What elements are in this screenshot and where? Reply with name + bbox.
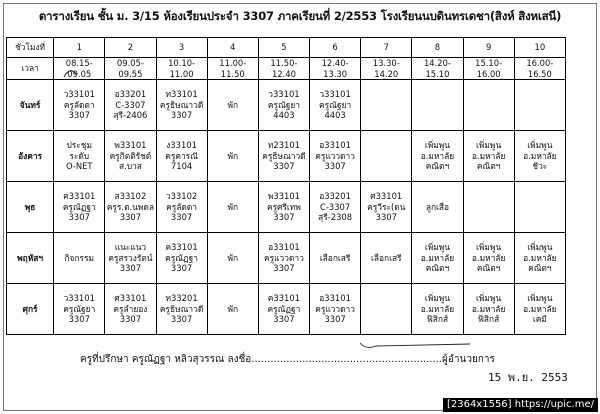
class-cell <box>156 182 207 233</box>
class-cell-line: ครูแววดาว <box>264 252 304 263</box>
class-cell-line: 3307 <box>68 110 90 121</box>
day-row <box>7 182 566 233</box>
period-number: 2 <box>105 38 156 58</box>
class-cell-line: ลูกเสือ <box>425 201 450 212</box>
time-slot: 11.50-12.40 <box>258 58 309 80</box>
class-cell-line: ครูวีระ(ดน <box>367 201 406 212</box>
class-cell-line: เพิ่มพูน <box>476 140 502 151</box>
class-cell-line: ว33101 <box>319 89 351 100</box>
class-cell-line: คณิตฯ <box>425 263 450 274</box>
class-cell <box>207 284 258 335</box>
class-cell-line: อ.มหาลัย <box>420 150 455 161</box>
class-cell-line: C-3307 <box>320 201 351 212</box>
class-cell-line: ครูลัดดา <box>166 201 197 212</box>
period-header-row <box>7 38 566 58</box>
class-cell-line: คณิตฯ <box>476 263 501 274</box>
time-row <box>7 58 566 80</box>
class-cell-line: ครูณัฐยา <box>319 99 352 110</box>
class-cell <box>156 284 207 335</box>
class-cell <box>361 131 412 182</box>
class-cell-line: ครูแววดาว <box>315 150 355 161</box>
class-cell <box>105 284 156 335</box>
advisor-label: ครูที่ปรึกษา <box>80 354 129 365</box>
class-cell-line: คณิตฯ <box>476 161 501 172</box>
class-cell-line: ว33101 <box>63 293 95 304</box>
class-cell-line: สุรี-2308 <box>318 212 353 223</box>
class-cell-line: ครูณัฐยา <box>267 99 300 110</box>
class-cell <box>207 182 258 233</box>
class-cell-line: อ33201 <box>319 191 351 202</box>
class-cell-line: พ33101 <box>114 140 147 151</box>
class-cell-line: อ33101 <box>319 140 351 151</box>
class-cell-line: อ33101 <box>268 242 300 253</box>
class-cell <box>514 233 565 284</box>
class-cell-line: 4403 <box>273 110 295 121</box>
time-label: เวลา <box>7 58 54 80</box>
class-cell <box>361 182 412 233</box>
class-cell-line: ประชุม <box>66 140 92 151</box>
class-cell <box>463 233 514 284</box>
day-row <box>7 284 566 335</box>
class-cell-line: อ.มหาลัย <box>471 252 506 263</box>
class-cell <box>156 233 207 284</box>
class-cell <box>54 80 105 131</box>
class-cell-line: ว33101 <box>268 89 300 100</box>
class-cell-line: ครูธิษณาวดี <box>159 303 204 314</box>
class-cell-line: ค33101 <box>165 242 198 253</box>
class-cell-line: ครูณัฏฐา <box>62 201 96 212</box>
class-cell <box>54 284 105 335</box>
class-cell-line: ค33101 <box>267 293 301 304</box>
period-number: 7 <box>361 38 412 58</box>
day-name: จันทร์ <box>7 80 54 131</box>
class-cell-line: เพิ่มพูน <box>527 242 553 253</box>
class-cell-line: กิจกรรม <box>64 252 95 263</box>
class-cell <box>258 182 309 233</box>
class-cell-line: 3307 <box>170 212 193 223</box>
class-cell-line: ครูสรวงรัตน์ <box>108 252 153 263</box>
class-cell-line: C-3307 <box>115 99 146 110</box>
day-row <box>7 80 566 131</box>
class-cell <box>463 182 514 233</box>
class-cell-line: เพิ่มพูน <box>476 242 502 253</box>
class-cell-line: คณิตฯ <box>425 161 450 172</box>
class-cell <box>105 80 156 131</box>
class-cell-line: 3307 <box>375 212 397 223</box>
class-cell <box>258 131 309 182</box>
class-cell-line: ค33101 <box>63 191 96 202</box>
class-cell-line: ศ33101 <box>370 191 403 202</box>
class-cell <box>412 284 463 335</box>
class-cell-line: เลือกเสรี <box>370 252 402 263</box>
class-cell-line: ครูกิตติรัชต์ <box>109 150 152 161</box>
class-cell-line: ง33101 <box>166 140 197 151</box>
class-cell <box>310 284 361 335</box>
class-cell-line: 3307 <box>119 212 142 223</box>
class-cell <box>156 80 207 131</box>
class-cell-line: 7104 <box>170 161 193 172</box>
class-cell-line: ส33102 <box>114 191 147 202</box>
class-cell <box>412 233 463 284</box>
class-cell-line: พัก <box>227 201 239 212</box>
class-cell-line: อ.มหาลัย <box>471 150 506 161</box>
day-name: ศุกร์ <box>7 284 54 335</box>
class-cell-line: ครูธิษณาวดี <box>159 99 204 110</box>
class-cell-line: พัก <box>227 252 239 263</box>
class-cell-line: ครูณัฐยา <box>63 303 96 314</box>
class-cell <box>463 284 514 335</box>
class-cell-line: 3307 <box>119 314 142 325</box>
period-number: 9 <box>463 38 514 58</box>
class-cell-line: 3307 <box>273 314 295 325</box>
time-slot: 15.10-16.00 <box>463 58 514 80</box>
class-cell-line: พัก <box>227 150 239 161</box>
class-cell-line: 3307 <box>119 263 142 274</box>
class-cell-line: 3307 <box>170 263 193 274</box>
time-slot: 14.20-15.10 <box>412 58 463 80</box>
class-cell-line: สุรี-2406 <box>113 110 148 121</box>
advisor-name: ครูณัฏฐา หลิวสุวรรณ <box>131 354 225 365</box>
class-cell <box>105 182 156 233</box>
class-cell-line: 3307 <box>324 161 346 172</box>
class-cell <box>361 233 412 284</box>
class-cell <box>54 233 105 284</box>
period-number: 8 <box>412 38 463 58</box>
period-number: 4 <box>207 38 258 58</box>
class-cell-line: เพิ่มพูน <box>527 293 553 304</box>
class-cell <box>207 233 258 284</box>
class-cell-line: อ.มหาลัย <box>523 303 557 314</box>
class-cell-line: อ.มหาลัย <box>523 252 557 263</box>
day-row <box>7 131 566 182</box>
period-number: 1 <box>54 38 105 58</box>
schedule-title: ตารางเรียน ชั้น ม. 3/15 ห้องเรียนประจำ 3307 ภาคเรียนที่ 2/2553 โรงเรียนนบดินทรเดชา(สิงห์ สิงหเสนี) <box>38 9 562 23</box>
class-cell-line: เพิ่มพูน <box>424 140 451 151</box>
class-cell-line: พัก <box>227 99 239 110</box>
class-cell-line: ครูลัดดา <box>63 99 95 110</box>
class-cell-line: พ33101 <box>267 191 301 202</box>
class-cell <box>514 80 565 131</box>
class-cell <box>412 80 463 131</box>
class-cell <box>258 233 309 284</box>
class-cell-line: ครูศรีเทพ <box>267 201 301 212</box>
class-cell-line: ฟิสิกส์ <box>426 314 449 325</box>
class-cell-line: 3307 <box>324 314 346 325</box>
class-cell <box>361 80 412 131</box>
period-number: 10 <box>514 38 565 58</box>
class-cell-line: 3307 <box>68 314 90 325</box>
class-cell-line: เลือกเสรี <box>319 252 351 263</box>
class-cell-line: อ33201 <box>114 89 147 100</box>
class-cell-line: 3307 <box>273 161 295 172</box>
timetable <box>6 37 566 335</box>
sign-dots: .............................. <box>251 354 347 365</box>
class-cell <box>258 284 309 335</box>
class-cell-line: ว33102 <box>165 191 198 202</box>
class-cell-line: O-NET <box>65 161 93 172</box>
watermark-label: [2364x1556] https://upic.me/ <box>443 398 598 412</box>
period-number: 6 <box>310 38 361 58</box>
class-cell <box>514 284 565 335</box>
class-cell <box>310 233 361 284</box>
class-cell-line: 3307 <box>170 110 193 121</box>
director-label: ผู้อำนวยการ <box>442 354 495 365</box>
class-cell-line: แนะแนว <box>114 242 147 253</box>
class-cell <box>310 182 361 233</box>
signature-line <box>80 352 500 367</box>
time-slot: 10.10-11.00 <box>156 58 207 80</box>
class-cell <box>258 80 309 131</box>
class-cell-line: ส.บาส <box>118 161 142 172</box>
class-cell-line: 3307 <box>68 212 90 223</box>
class-cell-line: ครูลำยอง <box>113 303 148 314</box>
period-corner-label: ชั่วโมงที่ <box>7 38 54 58</box>
class-cell-line: ว33101 <box>63 89 95 100</box>
class-cell <box>514 131 565 182</box>
director-dots: .............................. <box>346 354 443 365</box>
class-cell-line: ครูแววดาว <box>315 303 355 314</box>
class-cell-line: ท33101 <box>165 89 198 100</box>
class-cell-line: ครูคารณี <box>165 150 198 161</box>
class-cell-line: 4403 <box>324 110 346 121</box>
class-cell-line: ชีวะ <box>532 161 548 172</box>
day-row <box>7 233 566 284</box>
class-cell-line: 3307 <box>170 314 193 325</box>
class-cell-line: เพิ่มพูน <box>424 293 451 304</box>
class-cell-line: ท33201 <box>165 293 198 304</box>
class-cell-line: อ33101 <box>319 293 351 304</box>
class-cell-line: ฟิสิกส์ <box>478 314 500 325</box>
class-cell <box>105 233 156 284</box>
time-slot: 13.30-14.20 <box>361 58 412 80</box>
class-cell-line: เพิ่มพูน <box>424 242 451 253</box>
class-cell-line: เพิ่มพูน <box>527 140 553 151</box>
time-slot: 16.00-16.50 <box>514 58 565 80</box>
class-cell-line: ศ33101 <box>114 293 147 304</box>
class-cell-line: ระดับ <box>69 150 90 161</box>
sign-label: ลงชื่อ <box>227 354 252 365</box>
class-cell <box>310 131 361 182</box>
class-cell-line: 3307 <box>273 212 295 223</box>
class-cell-line: ครูณัฏฐา <box>165 252 198 263</box>
class-cell <box>207 131 258 182</box>
class-cell-line: อ.มหาลัย <box>523 150 557 161</box>
class-cell <box>54 131 105 182</box>
class-cell-line: 3307 <box>273 263 295 274</box>
class-cell <box>463 80 514 131</box>
class-cell <box>156 131 207 182</box>
day-name: อังคาร <box>7 131 54 182</box>
class-cell-line: ครูธิษณาวดี <box>262 150 306 161</box>
class-cell <box>54 182 105 233</box>
class-cell-line: เพิ่มพูน <box>476 293 502 304</box>
class-cell <box>514 182 565 233</box>
day-name: พฤหัสฯ <box>7 233 54 284</box>
class-cell-line: พัก <box>227 303 239 314</box>
class-cell <box>105 131 156 182</box>
date-stamp: 15 พ.ย. 2553 <box>488 371 568 384</box>
class-cell <box>361 284 412 335</box>
class-cell <box>310 80 361 131</box>
class-cell-line: ครูร.ต.นพดล <box>106 201 154 212</box>
class-cell <box>412 131 463 182</box>
time-slot: 08.15-09.05 <box>54 58 105 80</box>
period-number: 5 <box>258 38 309 58</box>
class-cell <box>207 80 258 131</box>
class-cell-line: คณิตฯ <box>528 263 552 274</box>
time-slot: 09.05-09.55 <box>105 58 156 80</box>
class-cell <box>463 131 514 182</box>
period-number: 3 <box>156 38 207 58</box>
day-name: พุธ <box>7 182 54 233</box>
class-cell-line: อ.มหาลัย <box>420 252 455 263</box>
class-cell-line: ครูณัฏฐา <box>267 303 301 314</box>
class-cell-line: อ.มหาลัย <box>420 303 455 314</box>
class-cell-line: เคมี <box>532 314 547 325</box>
time-slot: 12.40-13.30 <box>310 58 361 80</box>
class-cell <box>412 182 463 233</box>
class-cell-line: ท23101 <box>267 140 301 151</box>
class-cell-line: อ.มหาลัย <box>471 303 506 314</box>
time-slot: 11.00-11.50 <box>207 58 258 80</box>
